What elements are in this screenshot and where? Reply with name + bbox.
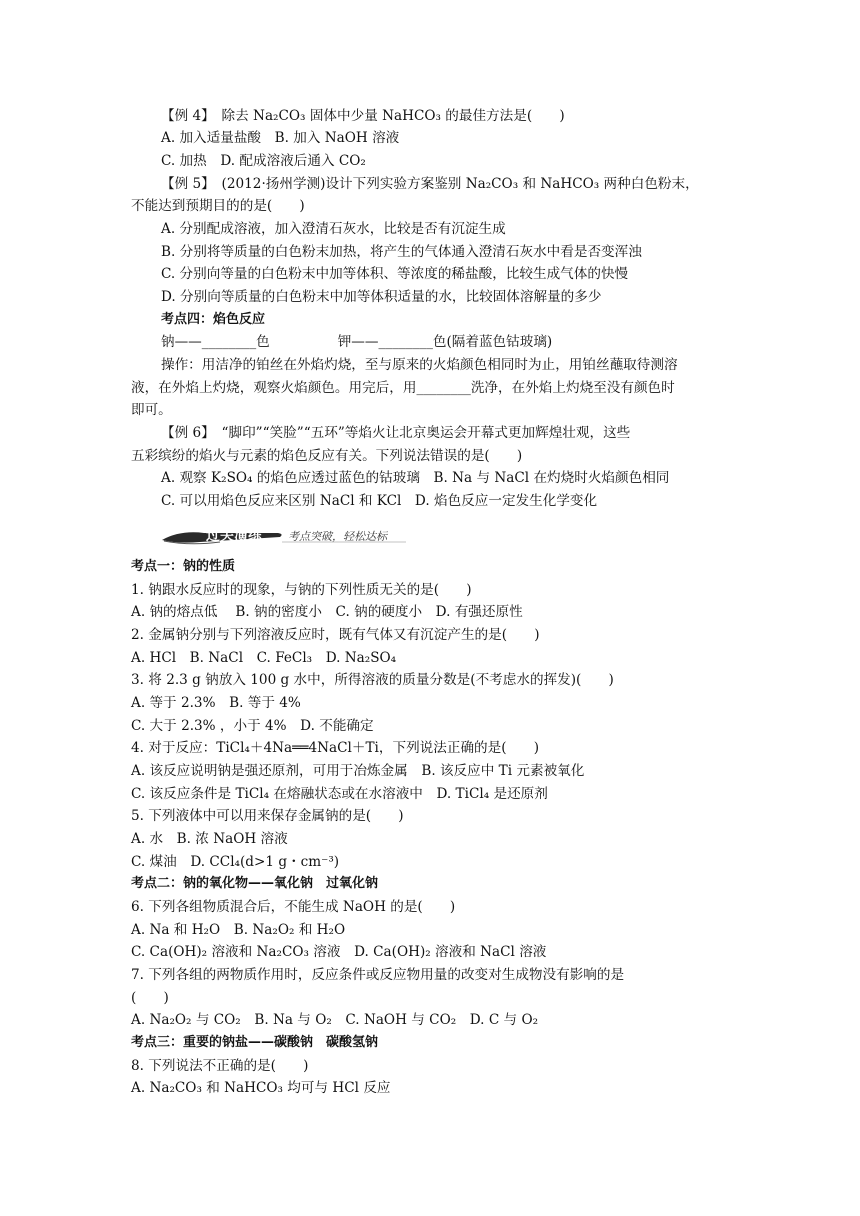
question-2: 2. 金属钠分别与下列溶液反应时，既有气体又有沉淀产生的是( ): [131, 627, 540, 643]
practice-banner: [160, 524, 410, 546]
example-5-option-c: C. 分别向等量的白色粉末中加等体积、等浓度的稀盐酸，比较生成气体的快慢: [161, 266, 629, 282]
question-1-options: A. 钠的熔点低 B. 钠的密度小 C. 钠的硬度小 D. 有强还原性: [131, 604, 523, 620]
example-6-options-cd: C. 可以用焰色反应来区别 NaCl 和 KCl D. 焰色反应一定发生化学变化: [161, 493, 598, 509]
question-4-options-cd: C. 该反应条件是 TiCl₄ 在熔融状态或在水溶液中 D. TiCl₄ 是还原剂: [131, 786, 548, 802]
banner-title: 过关演练: [206, 528, 262, 544]
section-heading-3: 考点三：重要的钠盐——碳酸钠 碳酸氢钠: [131, 1035, 379, 1050]
question-8: 8. 下列说法不正确的是( ): [131, 1058, 309, 1074]
example-6-question: 【例 6】 “脚印”“笑脸”“五环”等焰火让北京奥运会开幕式更加辉煌壮观，这些: [161, 425, 631, 441]
section-heading-1: 考点一：钠的性质: [131, 559, 236, 574]
flame-operation-text-cont: 液，在外焰上灼烧，观察火焰颜色。用完后，用________洗净，在外焰上灼烧至没有颜色时: [131, 380, 675, 396]
question-6: 6. 下列各组物质混合后，不能生成 NaOH 的是( ): [131, 899, 456, 915]
question-6-options-cd: C. Ca(OH)₂ 溶液和 Na₂CO₃ 溶液 D. Ca(OH)₂ 溶液和 NaCl 溶液: [131, 944, 547, 960]
example-4-options-cd: C. 加热 D. 配成溶液后通入 CO₂: [161, 153, 366, 169]
flame-color-blanks: 钠——________色 钾——________色(隔着蓝色钴玻璃): [161, 334, 553, 350]
question-7: 7. 下列各组的两物质作用时，反应条件或反应物用量的改变对生成物没有影响的是: [131, 967, 625, 983]
question-7-cont: ( ): [131, 990, 169, 1006]
example-4-options-ab: A. 加入适量盐酸 B. 加入 NaOH 溶液: [161, 130, 400, 146]
example-5-question-cont: 不能达到预期目的的是( ): [131, 198, 305, 214]
banner-subtitle: 考点突破，轻松达标: [288, 530, 387, 543]
question-5-options-ab: A. 水 B. 浓 NaOH 溶液: [131, 831, 288, 847]
example-5-option-a: A. 分别配成溶液，加入澄清石灰水，比较是否有沉淀生成: [161, 221, 506, 237]
question-5-options-cd: C. 煤油 D. CCl₄(d>1 g・cm⁻³): [131, 854, 340, 870]
question-4-options-ab: A. 该反应说明钠是强还原剂，可用于冶炼金属 B. 该反应中 Ti 元素被氧化: [131, 763, 585, 779]
question-5: 5. 下列液体中可以用来保存金属钠的是( ): [131, 808, 404, 824]
question-3: 3. 将 2.3 g 钠放入 100 g 水中，所得溶液的质量分数是(不考虑水的挥发)( ): [131, 672, 614, 688]
question-4: 4. 对于反应：TiCl₄＋4Na══4NaCl＋Ti，下列说法正确的是( ): [131, 740, 540, 756]
section-heading-4: 考点四：焰色反应: [161, 312, 266, 327]
question-1: 1. 钠跟水反应时的现象，与钠的下列性质无关的是( ): [131, 582, 472, 598]
question-2-options: A. HCl B. NaCl C. FeCl₃ D. Na₂SO₄: [131, 650, 397, 666]
question-8-option-a: A. Na₂CO₃ 和 NaHCO₃ 均可与 HCl 反应: [131, 1080, 391, 1096]
example-5-option-b: B. 分别将等质量的白色粉末加热，将产生的气体通入澄清石灰水中看是否变浑浊: [161, 244, 642, 260]
example-4-question: 【例 4】 除去 Na₂CO₃ 固体中少量 NaHCO₃ 的最佳方法是( ): [161, 108, 565, 124]
question-3-options-cd: C. 大于 2.3% ，小于 4% D. 不能确定: [131, 718, 374, 734]
example-6-question-cont: 五彩缤纷的焰火与元素的焰色反应有关。下列说法错误的是( ): [131, 448, 523, 464]
question-7-options: A. Na₂O₂ 与 CO₂ B. Na 与 O₂ C. NaOH 与 CO₂ D. C 与 O₂: [131, 1012, 539, 1028]
flame-operation-text: 操作：用洁净的铂丝在外焰灼烧，至与原来的火焰颜色相同时为止，用铂丝蘸取待测溶: [161, 357, 678, 373]
section-heading-2: 考点二：钠的氧化物——氧化钠 过氧化钠: [131, 876, 379, 891]
example-5-question: 【例 5】 (2012·扬州学测)设计下列实验方案鉴别 Na₂CO₃ 和 NaHCO₃ 两种白色粉末，: [161, 176, 699, 192]
example-6-options-ab: A. 观察 K₂SO₄ 的焰色应透过蓝色的钴玻璃 B. Na 与 NaCl 在灼烧时火焰颜色相同: [161, 470, 670, 486]
example-5-option-d: D. 分别向等质量的白色粉末中加等体积适量的水，比较固体溶解量的多少: [161, 289, 602, 305]
question-3-options-ab: A. 等于 2.3% B. 等于 4%: [131, 695, 301, 711]
flame-operation-text-end: 即可。: [131, 402, 172, 418]
question-6-options-ab: A. Na 和 H₂O B. Na₂O₂ 和 H₂O: [131, 922, 346, 938]
